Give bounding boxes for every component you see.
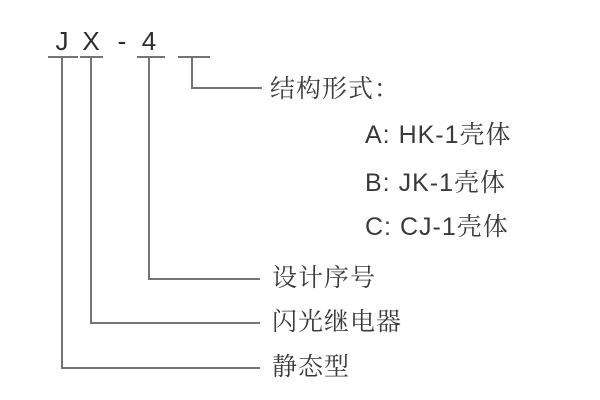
- callout-line-design-horizontal: [148, 278, 260, 280]
- label-design-serial: 设计序号: [272, 264, 377, 292]
- label-flash-relay: 闪光继电器: [272, 308, 403, 336]
- model-char-4: 4: [141, 26, 157, 56]
- callout-line-design-vertical: [148, 56, 150, 280]
- callout-line-flash-horizontal: [90, 322, 260, 324]
- model-char-j: J: [55, 26, 69, 56]
- label-static-type: 静态型: [272, 353, 351, 381]
- underline-position-4: [178, 56, 210, 58]
- callout-line-flash-vertical: [90, 56, 92, 324]
- callout-line-static-vertical: [61, 56, 63, 369]
- underline-position-1: [48, 56, 78, 58]
- structure-option-c: C: CJ-1壳体: [365, 213, 509, 241]
- model-char-x: X: [82, 26, 100, 56]
- model-char-dash: -: [117, 26, 127, 56]
- label-structure-form: 结构形式：: [270, 75, 401, 103]
- underline-position-3: [137, 56, 165, 58]
- callout-line-structure-vertical: [191, 56, 193, 89]
- callout-line-static-horizontal: [61, 367, 260, 369]
- structure-option-a: A: HK-1壳体: [365, 121, 512, 149]
- callout-line-structure-horizontal: [191, 87, 262, 89]
- structure-option-b: B: JK-1壳体: [365, 169, 506, 197]
